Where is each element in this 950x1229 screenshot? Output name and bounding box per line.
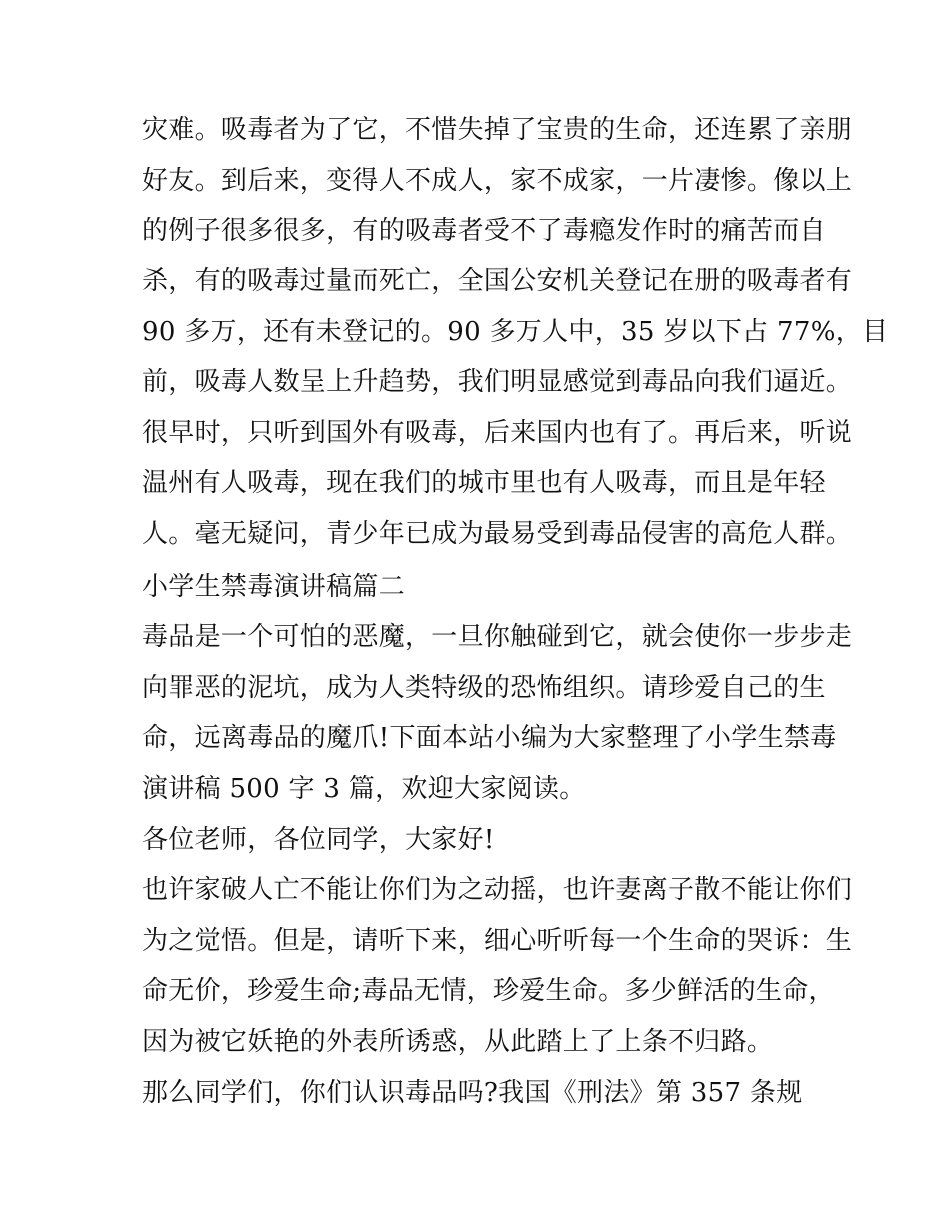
- text-line: 因为被它妖艳的外表所诱惑，从此踏上了上条不归路。: [142, 1027, 774, 1057]
- text-line: 命无价，珍爱生命;毒品无情，珍爱生命。多少鲜活的生命，: [142, 976, 835, 1006]
- text-line: 演讲稿 500 字 3 篇，欢迎大家阅读。: [142, 774, 586, 804]
- greeting-line: 各位老师，各位同学，大家好!: [142, 825, 495, 855]
- text-line: 的例子很多很多，有的吸毒者受不了毒瘾发作时的痛苦而自: [142, 216, 826, 246]
- text-line: 那么同学们，你们认识毒品吗?我国《刑法》第 357 条规: [142, 1078, 803, 1108]
- text-line: 为之觉悟。但是，请听下来，细心听听每一个生命的哭诉：生: [142, 926, 853, 956]
- text-line: 90 多万，还有未登记的。90 多万人中，35 岁以下占 77%，目: [142, 317, 889, 347]
- section-heading: 小学生禁毒演讲稿篇二: [142, 572, 406, 602]
- text-line: 也许家破人亡不能让你们为之动摇，也许妻离子散不能让你们: [142, 875, 853, 905]
- text-line: 毒品是一个可怕的恶魔，一旦你触碰到它，就会使你一步步走: [142, 622, 853, 652]
- text-line: 杀，有的吸毒过量而死亡，全国公安机关登记在册的吸毒者有: [142, 266, 853, 296]
- text-line: 温州有人吸毒，现在我们的城市里也有人吸毒，而且是年轻: [142, 468, 826, 498]
- text-line: 很早时，只听到国外有吸毒，后来国内也有了。再后来，听说: [142, 418, 853, 448]
- text-line: 灾难。吸毒者为了它，不惜失掉了宝贵的生命，还连累了亲朋: [142, 115, 853, 145]
- text-line: 人。毫无疑问，青少年已成为最易受到毒品侵害的高危人群。: [142, 519, 853, 549]
- text-line: 向罪恶的泥坑，成为人类特级的恐怖组织。请珍爱自己的生: [142, 673, 826, 703]
- text-line: 好友。到后来，变得人不成人，家不成家，一片凄惨。像以上: [142, 166, 853, 196]
- text-line: 前，吸毒人数呈上升趋势，我们明显感觉到毒品向我们逼近。: [142, 367, 853, 397]
- text-line: 命，远离毒品的魔爪!下面本站小编为大家整理了小学生禁毒: [142, 723, 837, 753]
